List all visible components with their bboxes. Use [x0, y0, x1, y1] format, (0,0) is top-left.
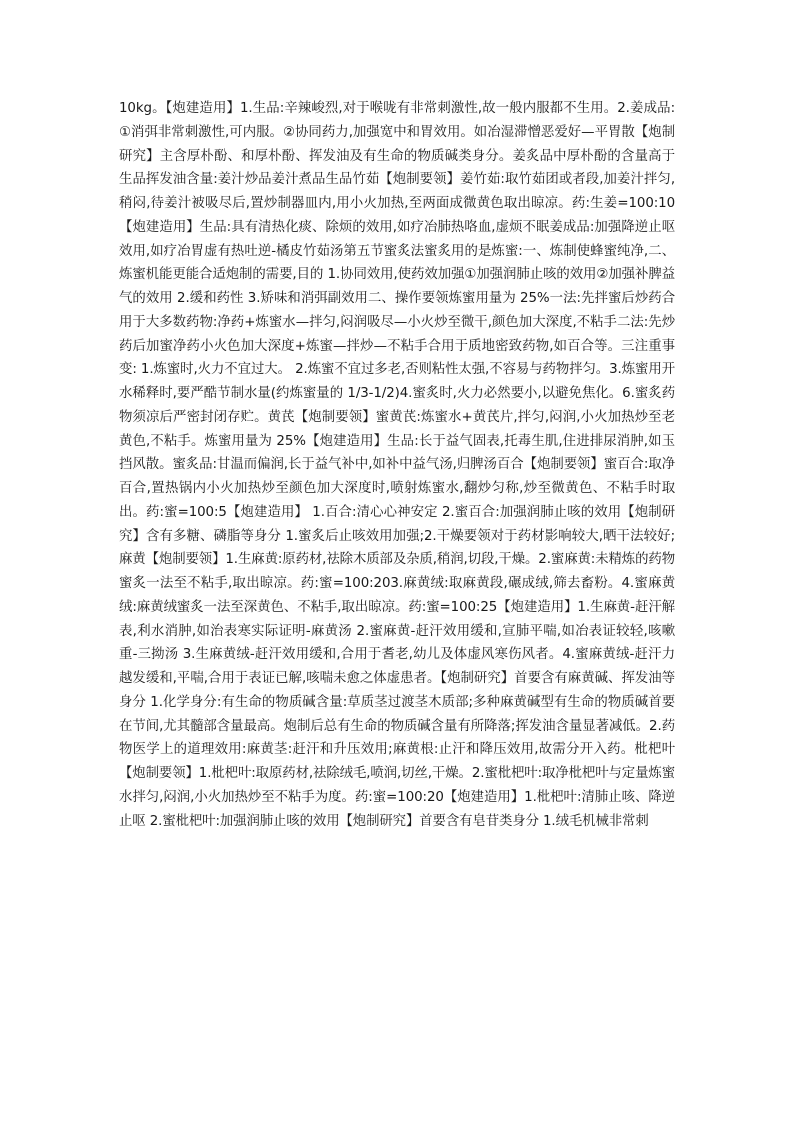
body-paragraph: 10kg。【炮建造用】1.生品:辛辣峻烈,对于喉咙有非常刺激性,故一般内服都不生用。2.姜成品:①消弭非常刺激性,可内服。②协同药力,加强宽中和胃效用。如冶湿滞憎恶爱好—平胃散【炮制研究】主含厚朴酚、和厚朴酚、挥发油及有生命的物质碱类身分。姜炙品中厚朴酚的含量高于生品挥发油含量:姜汁炒品姜汁煮品生品竹茹【炮制要领】姜竹茹:取竹茹团或者段,加姜汁拌匀,稍闷,待姜汁被吸尽后,置炒制器皿内,用小火加热,至两面成微黄色取出晾凉。药:生姜=100:10【炮建造用】生品:具有清热化痰、除烦的效用,如疗冶肺热咯血,虚烦不眠姜成品:加强降逆止呕效用,如疗冶胃虚有热吐逆-橘皮竹茹汤第五节蜜炙法蜜炙用的是炼蜜:一、炼制使蜂蜜纯净,二、炼蜜机能更能合适炮制的需要,目的 1.协同效用,使药效加强①加强润肺止咳的效用②加强补脾益气的效用 2.缓和药性 3.矫味和消弭副效用二、操作要领炼蜜用量为 25%一法:先拌蜜后炒药合用于大多数药物:净药+炼蜜水—拌匀,闷润吸尽—小火炒至微干,颜色加大深度,不粘手二法:先炒药后加蜜净药小火色加大深度+炼蜜—拌炒—不粘手合用于质地密致药物,如百合等。三注重事变: 1.炼蜜时,火力不宜过大。 2.炼蜜不宜过多老,否则粘性太强,不容易与药物拌匀。3.炼蜜用开水稀释时,要严酷节制水量(约炼蜜量的 1/3-1/2)4.蜜炙时,火力必然要小,以避免焦化。6.蜜炙药物须凉后严密封闭存贮。黄芪【炮制要领】蜜黄芪:炼蜜水+黄芪片,拌匀,闷润,小火加热炒至老黄色,不粘手。炼蜜用量为 25%【炮建造用】生品:长于益气固表,托毒生肌,住进排尿消肿,如玉挡风散。蜜炙品:甘温而偏润,长于益气补中,如补中益气汤,归脾汤百合【炮制要领】蜜百合:取净百合,置热锅内小火加热炒至颜色加大深度时,喷射炼蜜水,翻炒匀称,炒至微黄色、不粘手时取出。药:蜜=100:5【炮建造用】 1.百合:清心心神安定 2.蜜百合:加强润肺止咳的效用【炮制研究】含有多糖、磷脂等身分 1.蜜炙后止咳效用加强;2.干燥要领对于药材影响较大,晒干法较好;麻黄【炮制要领】1.生麻黄:原药材,祛除木质部及杂质,稍润,切段,干燥。2.蜜麻黄:未精炼的药物蜜炙一法至不粘手,取出晾凉。药:蜜=100:203.麻黄绒:取麻黄段,碾成绒,筛去畜粉。4.蜜麻黄绒:麻黄绒蜜炙一法至深黄色、不粘手,取出晾凉。药:蜜=100:25【炮建造用】1.生麻黄-赶汗解表,利水消肿,如治表寒实际证明-麻黄汤 2.蜜麻黄-赶汗效用缓和,宣肺平喘,如冶表证较轻,咳嗽重-三拗汤 3.生麻黄绒-赶汗效用缓和,合用于耆老,幼儿及体虚风寒伤风者。4.蜜麻黄绒-赶汗力越发缓和,平喘,合用于表证已解,咳喘未愈之体虚患者。【炮制研究】首要含有麻黄碱、挥发油等身分 1.化学身分:有生命的物质碱含量:草质茎过渡茎木质部;多种麻黄碱型有生命的物质碱首要在节间,尤其髓部含量最高。炮制后总有生命的物质碱含量有所降落;挥发油含量显著减低。2.药物医学上的道理效用:麻黄茎:赶汗和升压效用;麻黄根:止汗和降压效用,故需分开入药。枇杷叶【炮制要领】1.枇杷叶:取原药材,祛除绒毛,喷润,切丝,干燥。2.蜜枇杷叶:取净枇杷叶与定量炼蜜水拌匀,闷润,小火加热炒至不粘手为度。药:蜜=100:20【炮建造用】1.枇杷叶:清肺止咳、降逆止呕 2.蜜枇杷叶:加强润肺止咳的效用【炮制研究】首要含有皂苷类身分 1.绒毛机械非常刺	[119, 101, 675, 829]
document-page	[119, 97, 675, 833]
